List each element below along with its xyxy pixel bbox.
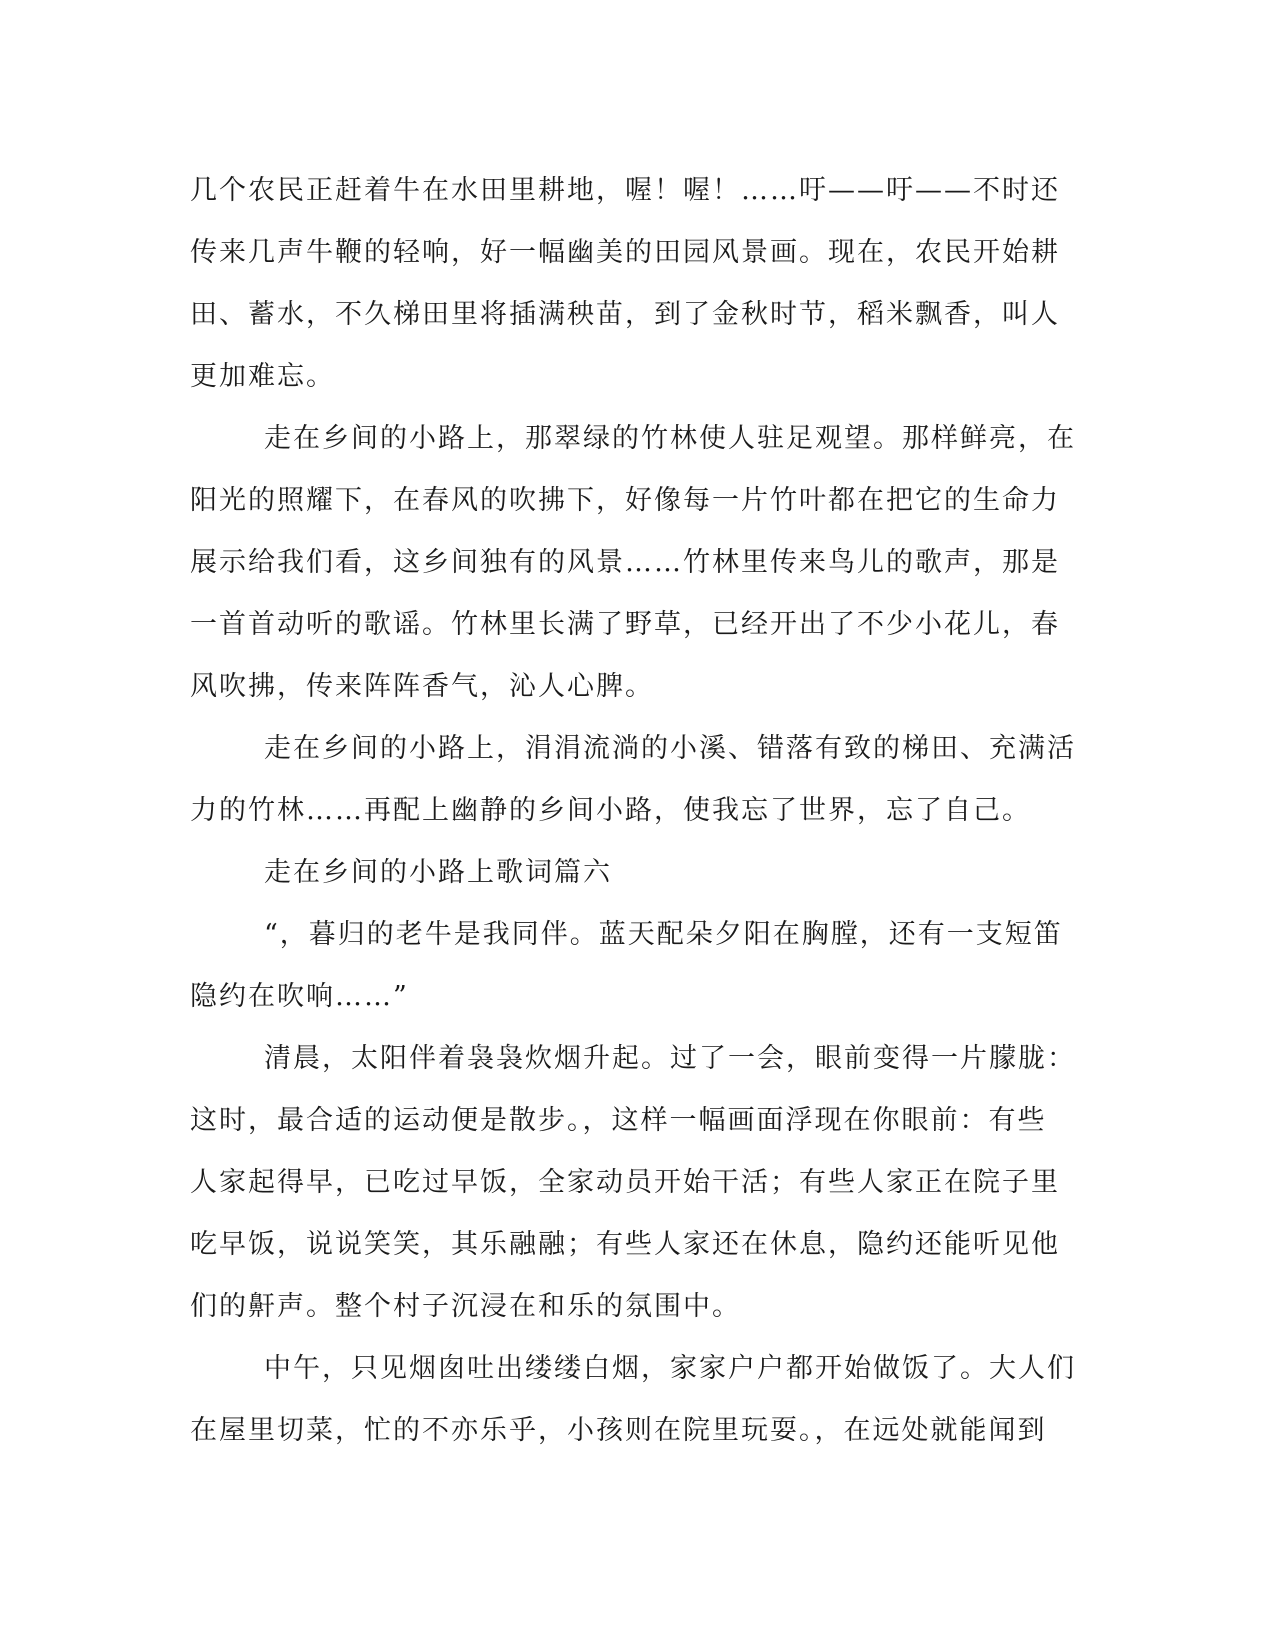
text-line: 人家起得早，已吃过早饭，全家动员开始干活；有些人家正在院子里 xyxy=(190,1167,1060,1198)
text-line: 这时，最合适的运动便是散步。，这样一幅画面浮现在你眼前：有些 xyxy=(190,1105,1047,1136)
text-line: 隐约在吹响……” xyxy=(190,981,409,1012)
text-line: “，暮归的老牛是我同伴。蓝天配朵夕阳在胸膛，还有一支短笛 xyxy=(264,919,1063,950)
text-line: 田、蓄水，不久梯田里将插满秧苗，到了金秋时节，稻米飘香，叫人 xyxy=(190,299,1060,330)
text-line: 展示给我们看，这乡间独有的风景……竹林里传来鸟儿的歌声，那是 xyxy=(190,547,1060,578)
text-line: 一首首动听的歌谣。竹林里长满了野草，已经开出了不少小花儿，春 xyxy=(190,609,1060,640)
text-line: 阳光的照耀下，在春风的吹拂下，好像每一片竹叶都在把它的生命力 xyxy=(190,485,1060,516)
text-line: 风吹拂，传来阵阵香气，沁人心脾。 xyxy=(190,671,654,702)
text-line: 更加难忘。 xyxy=(190,361,335,392)
text-line: 中午，只见烟囱吐出缕缕白烟，家家户户都开始做饭了。大人们 xyxy=(264,1353,1076,1384)
text-line: 走在乡间的小路上歌词篇六 xyxy=(264,857,612,888)
text-line: 走在乡间的小路上，涓涓流淌的小溪、错落有致的梯田、充满活 xyxy=(264,733,1076,764)
text-line: 几个农民正赶着牛在水田里耕地，喔！喔！……吁——吁——不时还 xyxy=(190,175,1060,206)
text-line: 吃早饭，说说笑笑，其乐融融；有些人家还在休息，隐约还能听见他 xyxy=(190,1229,1060,1260)
text-line: 们的鼾声。整个村子沉浸在和乐的氛围中。 xyxy=(190,1291,741,1322)
text-line: 清晨，太阳伴着袅袅炊烟升起。过了一会，眼前变得一片朦胧： xyxy=(264,1043,1076,1074)
text-line: 走在乡间的小路上，那翠绿的竹林使人驻足观望。那样鲜亮，在 xyxy=(264,423,1076,454)
text-line: 在屋里切菜，忙的不亦乐乎，小孩则在院里玩耍。，在远处就能闻到 xyxy=(190,1415,1047,1446)
text-line: 传来几声牛鞭的轻响，好一幅幽美的田园风景画。现在，农民开始耕 xyxy=(190,237,1060,268)
text-line: 力的竹林……再配上幽静的乡间小路，使我忘了世界，忘了自己。 xyxy=(190,795,1031,826)
body-text xyxy=(190,160,1090,1462)
